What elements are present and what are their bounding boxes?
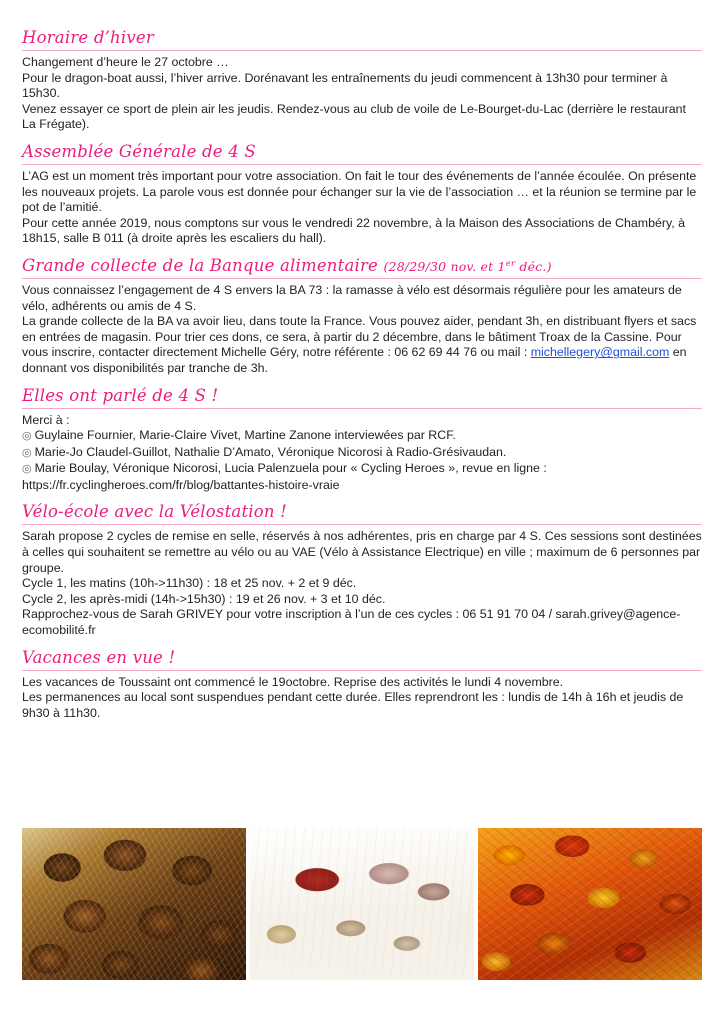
section-heading-text: Vacances en vue !	[22, 647, 176, 667]
paragraph: Changement d’heure le 27 octobre …	[22, 55, 229, 69]
section-heading-dates-post: déc.)	[515, 258, 552, 274]
section-heading-dates-sup: er	[505, 258, 516, 269]
section-heading	[22, 502, 702, 525]
list-item-label: Marie Boulay, Véronique Nicorosi, Lucia Palenzuela pour « Cycling Heroes », revue en ligne :	[34, 461, 547, 476]
section-vacances-en-vue	[22, 648, 702, 722]
list-item-label: Guylaine Fournier, Marie-Claire Vivet, Martine Zanone interviewées par RCF.	[34, 428, 456, 443]
section-heading	[22, 28, 702, 51]
section-heading	[22, 648, 702, 671]
paragraph: Les permanences au local sont suspendues pendant cette durée. Elles reprendront les : lundis de 14h à 16h et jeudis de 9h30 à 11h30.	[22, 690, 684, 720]
photo-strip	[22, 828, 702, 980]
section-body	[22, 283, 702, 377]
section-heading-text: Vélo-école avec la Vélostation !	[22, 502, 288, 522]
mushrooms-photo	[250, 828, 474, 980]
section-heading-text: Assemblée Générale de 4 S	[22, 141, 256, 161]
section-assemblee-generale	[22, 142, 702, 247]
thanks-intro: Merci à :	[22, 412, 70, 427]
list-item-label: Marie-Jo Claudel-Guillot, Nathalie D’Amato, Véronique Nicorosi à Radio-Grésivaudan.	[34, 444, 507, 459]
section-heading-text: Grande collecte de la Banque alimentaire	[22, 255, 384, 275]
list-item	[22, 428, 702, 445]
section-heading-text: Elles ont parlé de 4 S !	[22, 385, 219, 405]
section-body	[22, 169, 702, 247]
section-heading	[22, 256, 702, 279]
section-velo-ecole	[22, 502, 702, 638]
circle-bullet-icon: ◎	[22, 446, 32, 459]
section-body	[22, 529, 702, 638]
autumn-leaves-photo	[478, 828, 702, 980]
paragraph: Venez essayer ce sport de plein air les jeudis. Rendez-vous au club de voile de Le-Bourget-du-Lac (derrière le restaurant La Frégate).	[22, 101, 686, 132]
section-heading	[22, 142, 702, 165]
email-link[interactable]: michellegery@gmail.com	[530, 345, 670, 360]
section-body	[22, 675, 702, 722]
list-item	[22, 445, 702, 462]
paragraph: Pour cette année 2019, nous comptons sur vous le vendredi 22 novembre, à la Maison des Associations de Chambéry, à 18h15, salle B 011 (à droite après les escaliers du hall).	[22, 215, 686, 246]
paragraph: Cycle 2, les après-midi (14h->15h30) : 19 et 26 nov. + 3 et 10 déc.	[22, 591, 386, 606]
circle-bullet-icon: ◎	[22, 430, 32, 443]
paragraph: Les vacances de Toussaint ont commencé le 19octobre. Reprise des activités le lundi 4 novembre.	[22, 674, 564, 689]
paragraph: Vous connaissez l’engagement de 4 S envers la BA 73 : la ramasse à vélo est désormais régulière pour les amateurs de vélo, adhérents ou amis de 4 S.	[22, 282, 682, 313]
section-heading-text: Horaire d’hiver	[22, 28, 154, 47]
paragraph: Rapprochez-vous de Sarah GRIVEY pour votre inscription à l’un de ces cycles : 06 51 91 70 04 / sarah.grivey@agence-ecomobilité.fr	[22, 607, 681, 638]
paragraph-post: en donnant vos disponibilités par tranche de 3h.	[22, 345, 687, 375]
list-item	[22, 461, 702, 478]
paragraph-pre: La grande collecte de la BA va avoir lieu, dans toute la France. Vous pouvez aider, pendant 3h, en distribuant flyers et sacs en entrées de magasin. Pour trier ces dons, ce sera, à partir du 2 décembre, dans le bâtiment Troax de la Cassine. Pour vous inscrire, contacter directement Michelle Géry, notre référente : 06 62 69 44 76 ou mail :	[22, 314, 697, 360]
paragraph: Pour le dragon-boat aussi, l’hiver arrive. Dorénavant les entraînements du jeudi commencent à 13h30 pour terminer à 15h30.	[22, 70, 668, 101]
section-heading	[22, 386, 702, 409]
paragraph: Sarah propose 2 cycles de remise en selle, réservés à nos adhérentes, pris en charge par 4 S. Ces sessions sont destinées à celles qui souhaitent se remettre au vélo ou au VAE (Vélo à Assistance Electrique) en ville ; maximum de 6 personnes par groupe.	[22, 529, 702, 575]
section-horaire-hiver	[22, 28, 702, 133]
chestnuts-photo	[22, 828, 246, 980]
section-banque-alimentaire	[22, 256, 702, 377]
section-body	[22, 55, 702, 133]
paragraph: Cycle 1, les matins (10h->11h30) : 18 et 25 nov. + 2 et 9 déc.	[22, 576, 357, 591]
article-url[interactable]: https://fr.cyclingheroes.com/fr/blog/battantes-histoire-vraie	[22, 477, 340, 492]
paragraph: L’AG est un moment très important pour votre association. On fait le tour des événements de l’année écoulée. On présente les nouveaux projets. La parole vous est donnée pour échanger sur la vie de l’association … et la réunion se termine par le pot de l’amitié.	[22, 168, 697, 215]
section-elles-ont-parle	[22, 386, 702, 494]
circle-bullet-icon: ◎	[22, 463, 32, 476]
paragraph-with-link	[22, 314, 702, 376]
section-body	[22, 413, 702, 494]
section-heading-dates-pre: (28/29/30 nov. et 1	[383, 258, 506, 274]
section-heading-dates	[383, 259, 551, 274]
